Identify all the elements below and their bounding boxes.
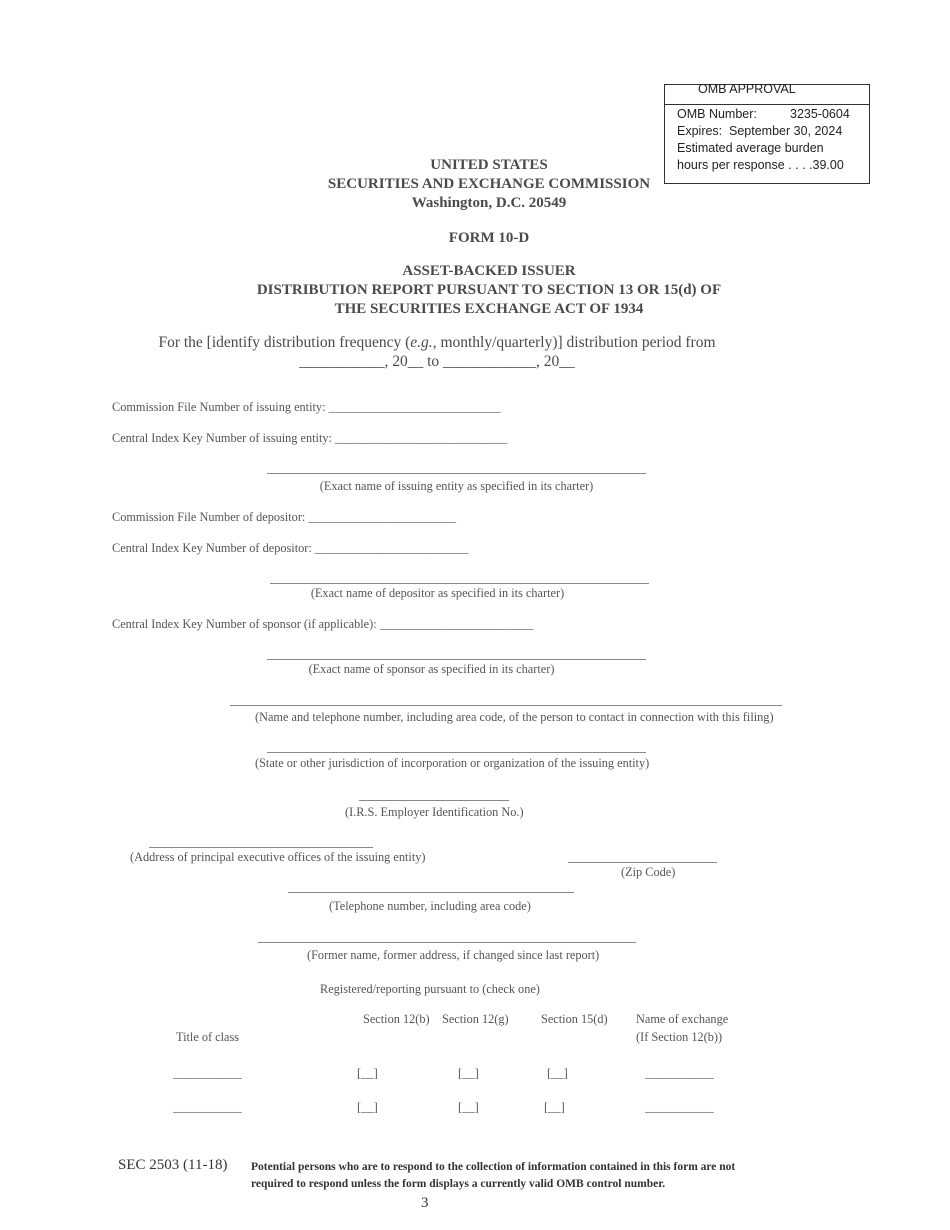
omb-notice-line1: Potential persons who are to respond to the collection of information contained in this form are not — [251, 1161, 736, 1173]
omb-number-value: 3235-0604 — [790, 107, 850, 121]
omb-number-label: OMB Number: — [677, 107, 757, 121]
depositor-name-caption: (Exact name of depositor as specified in its charter) — [310, 586, 565, 600]
issuing-name-caption: (Exact name of issuing entity as specified in its charter) — [319, 479, 594, 493]
issuing-name-line[interactable] — [267, 473, 646, 474]
col-exchange-line1: Name of exchange — [636, 1012, 729, 1026]
telephone-caption: (Telephone number, including area code) — [329, 899, 531, 913]
period-dates[interactable]: ___________, 20__ to ____________, 20__ — [299, 353, 575, 370]
cfn-issuing-field[interactable]: Commission File Number of issuing entity: ____________________________ — [112, 400, 501, 414]
row1-12g-checkbox[interactable]: [__] — [458, 1066, 479, 1080]
sponsor-name-caption: (Exact name of sponsor as specified in its charter) — [308, 662, 555, 676]
state-line[interactable] — [267, 752, 646, 753]
registration-heading: Registered/reporting pursuant to (check one) — [320, 982, 540, 996]
zip-line[interactable] — [568, 862, 717, 863]
cfn-depositor-field[interactable]: Commission File Number of depositor: ________________________ — [112, 510, 456, 524]
header-country: UNITED STATES — [430, 157, 548, 173]
header-block — [0, 156, 950, 213]
omb-expires-label: Expires: — [677, 124, 723, 138]
row2-title-field[interactable]: ___________ — [173, 1100, 242, 1114]
col-section-15d: Section 15(d) — [541, 1012, 608, 1026]
header-agency: SECURITIES AND EXCHANGE COMMISSION — [327, 176, 651, 192]
address-line[interactable] — [149, 847, 373, 848]
omb-divider — [665, 104, 869, 105]
contact-caption: (Name and telephone number, including area code, of the person to contact in connection with this filing) — [255, 710, 774, 724]
depositor-name-line[interactable] — [270, 583, 649, 584]
row2-15d-checkbox[interactable]: [__] — [544, 1100, 565, 1114]
row1-15d-checkbox[interactable]: [__] — [547, 1066, 568, 1080]
omb-burden-line2: hours per response . . . .39.00 — [677, 158, 844, 172]
cik-depositor-field[interactable]: Central Index Key Number of depositor: _________________________ — [112, 541, 469, 555]
row2-12b-checkbox[interactable]: [__] — [357, 1100, 378, 1114]
omb-burden-line1: Estimated average burden — [677, 141, 824, 155]
irs-line[interactable] — [359, 800, 509, 801]
report-title — [0, 262, 950, 319]
omb-expires-value: September 30, 2024 — [729, 124, 843, 138]
omb-notice — [251, 1159, 735, 1193]
cik-sponsor-field[interactable]: Central Index Key Number of sponsor (if applicable): _________________________ — [112, 617, 534, 631]
page-number: 3 — [421, 1195, 429, 1211]
state-caption: (State or other jurisdiction of incorporation or organization of the issuing entity) — [255, 756, 650, 770]
contact-line[interactable] — [230, 705, 782, 706]
period-eg: e.g. — [410, 334, 433, 351]
row1-12b-checkbox[interactable]: [__] — [357, 1066, 378, 1080]
irs-caption: (I.R.S. Employer Identification No.) — [345, 805, 524, 819]
address-caption: (Address of principal executive offices of the issuing entity) — [130, 850, 426, 864]
col-title-of-class: Title of class — [176, 1030, 240, 1044]
form-id: SEC 2503 (11-18) — [118, 1157, 228, 1173]
report-title-line2: DISTRIBUTION REPORT PURSUANT TO SECTION 13 OR 15(d) OF — [256, 282, 722, 298]
row1-exchange-field[interactable]: ___________ — [645, 1066, 714, 1080]
omb-title: OMB APPROVAL — [698, 82, 796, 96]
sponsor-name-line[interactable] — [267, 659, 646, 660]
row2-exchange-field[interactable]: ___________ — [645, 1100, 714, 1114]
col-exchange-line2: (If Section 12(b)) — [636, 1030, 723, 1044]
header-location: Washington, D.C. 20549 — [411, 195, 567, 211]
former-caption: (Former name, former address, if changed since last report) — [307, 948, 600, 962]
col-section-12g: Section 12(g) — [442, 1012, 509, 1026]
form-title: FORM 10-D — [448, 230, 530, 246]
telephone-line[interactable] — [288, 892, 574, 893]
report-title-line3: THE SECURITIES EXCHANGE ACT OF 1934 — [334, 301, 644, 317]
col-section-12b: Section 12(b) — [363, 1012, 430, 1026]
former-line[interactable] — [258, 942, 636, 943]
zip-caption: (Zip Code) — [621, 865, 676, 879]
period-suffix: , monthly/quarterly)] distribution period from — [432, 334, 716, 351]
report-title-line1: ASSET-BACKED ISSUER — [402, 263, 576, 279]
omb-notice-line2: required to respond unless the form displays a currently valid OMB control number. — [251, 1178, 666, 1190]
distribution-period — [0, 333, 874, 371]
row1-title-field[interactable]: ___________ — [173, 1066, 242, 1080]
cik-issuing-field[interactable]: Central Index Key Number of issuing entity: ____________________________ — [112, 431, 508, 445]
period-prefix: For the [identify distribution frequency ( — [158, 334, 411, 351]
row2-12g-checkbox[interactable]: [__] — [458, 1100, 479, 1114]
